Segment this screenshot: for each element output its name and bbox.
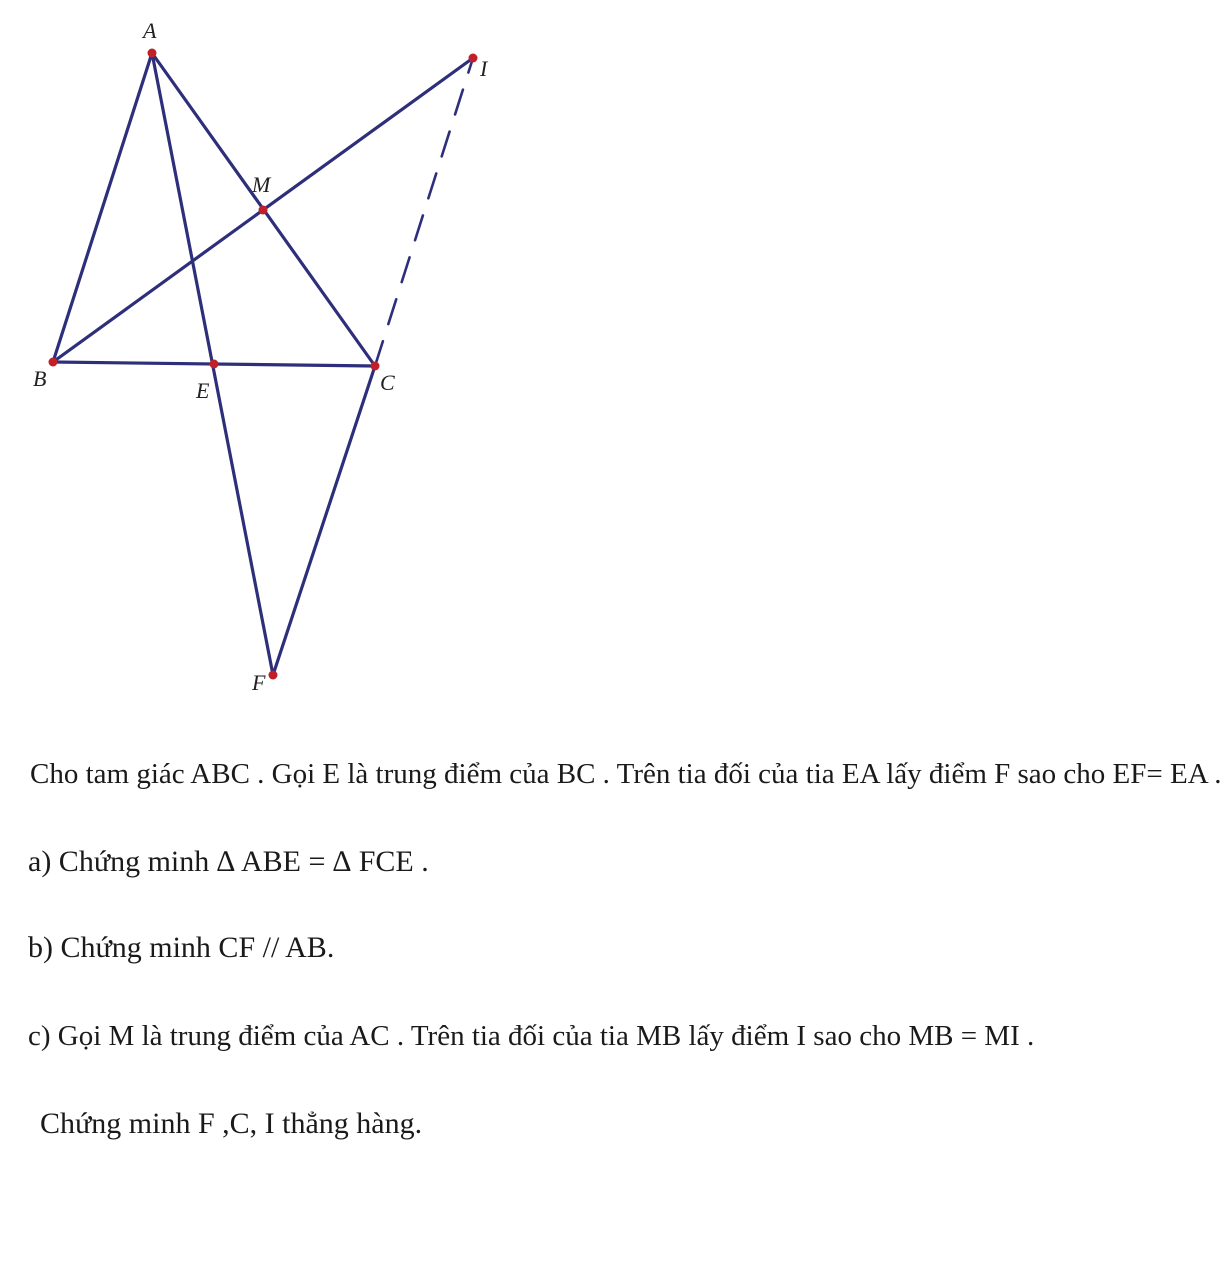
label-c: C [380, 370, 395, 395]
label-m: M [252, 172, 271, 197]
segment-cf [273, 366, 375, 675]
problem-part-c-conclusion: Chứng minh F ,C, I thẳng hàng. [40, 1107, 423, 1140]
problem-part-a: a) Chứng minh ∆ ABE = ∆ FCE . [28, 845, 429, 878]
segment-ci-dashed [375, 58, 473, 366]
label-i: I [480, 56, 488, 81]
problem-part-b: b) Chứng minh CF // AB. [28, 931, 335, 964]
point-c [371, 362, 380, 371]
label-f: F [252, 670, 266, 695]
point-b [49, 358, 58, 367]
segment-ab [53, 53, 152, 362]
point-e [210, 360, 219, 369]
geometry-figure [0, 0, 520, 700]
point-i [469, 54, 478, 63]
point-a [148, 49, 157, 58]
label-b: B [33, 366, 47, 391]
label-a: A [143, 18, 157, 43]
label-e: E [196, 378, 210, 403]
point-f [269, 671, 278, 680]
problem-intro: Cho tam giác ABC . Gọi E là trung điểm của BC . Trên tia đối của tia EA lấy điểm F sao cho EF= EA . [30, 758, 1222, 790]
point-m [259, 206, 268, 215]
problem-part-c: c) Gọi M là trung điểm của AC . Trên tia đối của tia MB lấy điểm I sao cho MB = MI . [28, 1020, 1035, 1052]
